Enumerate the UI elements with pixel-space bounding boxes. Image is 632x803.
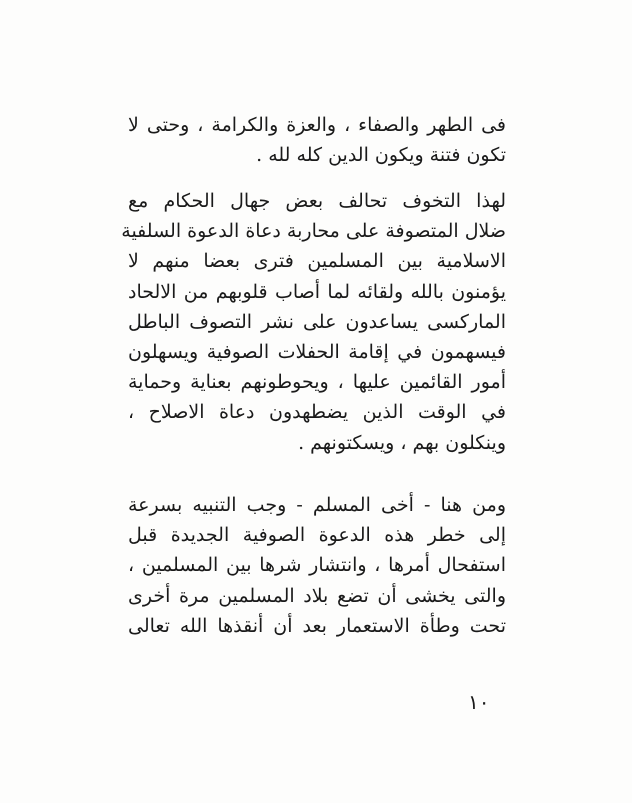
text-line: الماركسى يساعدون على نشر التصوف الباطل	[128, 310, 506, 333]
page-number: ١٠	[468, 690, 490, 714]
text-line: تحت وطأة الاستعمار بعد أن أنقذها الله تعالى	[128, 614, 506, 637]
text-line: في الوقت الذين يضطهدون دعاة الاصلاح ،	[128, 401, 506, 424]
text-line: وينكلون بهم ، ويسكتونهم .	[298, 431, 506, 454]
text-line: الاسلامية بين المسلمين فترى بعضا منهم لا	[128, 250, 506, 273]
text-line: لهذا التخوف تحالف بعض جهال الحكام مع	[128, 190, 506, 212]
text-line: ضلال المتصوفة على محاربة دعاة الدعوة السلفية	[121, 220, 506, 243]
text-line: استفحال أمرها ، وانتشار شرها بين المسلمين ،	[128, 554, 506, 577]
paragraph-1	[128, 110, 506, 170]
text-line: تكون فتنة ويكون الدين كله لله .	[256, 144, 506, 167]
text-line: أمور القائمين عليها ، ويحوطونهم بعناية وحماية	[128, 371, 506, 394]
paragraph-3	[128, 490, 506, 641]
text-line: يؤمنون بالله ولقائه لما أصاب قلوبهم من الالحاد	[128, 280, 506, 303]
text-line: ومن هنا - أخى المسلم - وجب التنبيه بسرعة	[128, 494, 506, 516]
text-line: فيسهمون في إقامة الحفلات الصوفية ويسهلون	[128, 341, 506, 364]
text-line: فى الطهر والصفاء ، والعزة والكرامة ، وحتى لا	[128, 114, 506, 136]
paragraph-2	[121, 186, 506, 458]
text-line: إلى خطر هذه الدعوة الصوفية الجديدة قبل	[128, 524, 506, 547]
text-line: والتى يخشى أن تضع بلاد المسلمين مرة أخرى	[128, 584, 506, 607]
